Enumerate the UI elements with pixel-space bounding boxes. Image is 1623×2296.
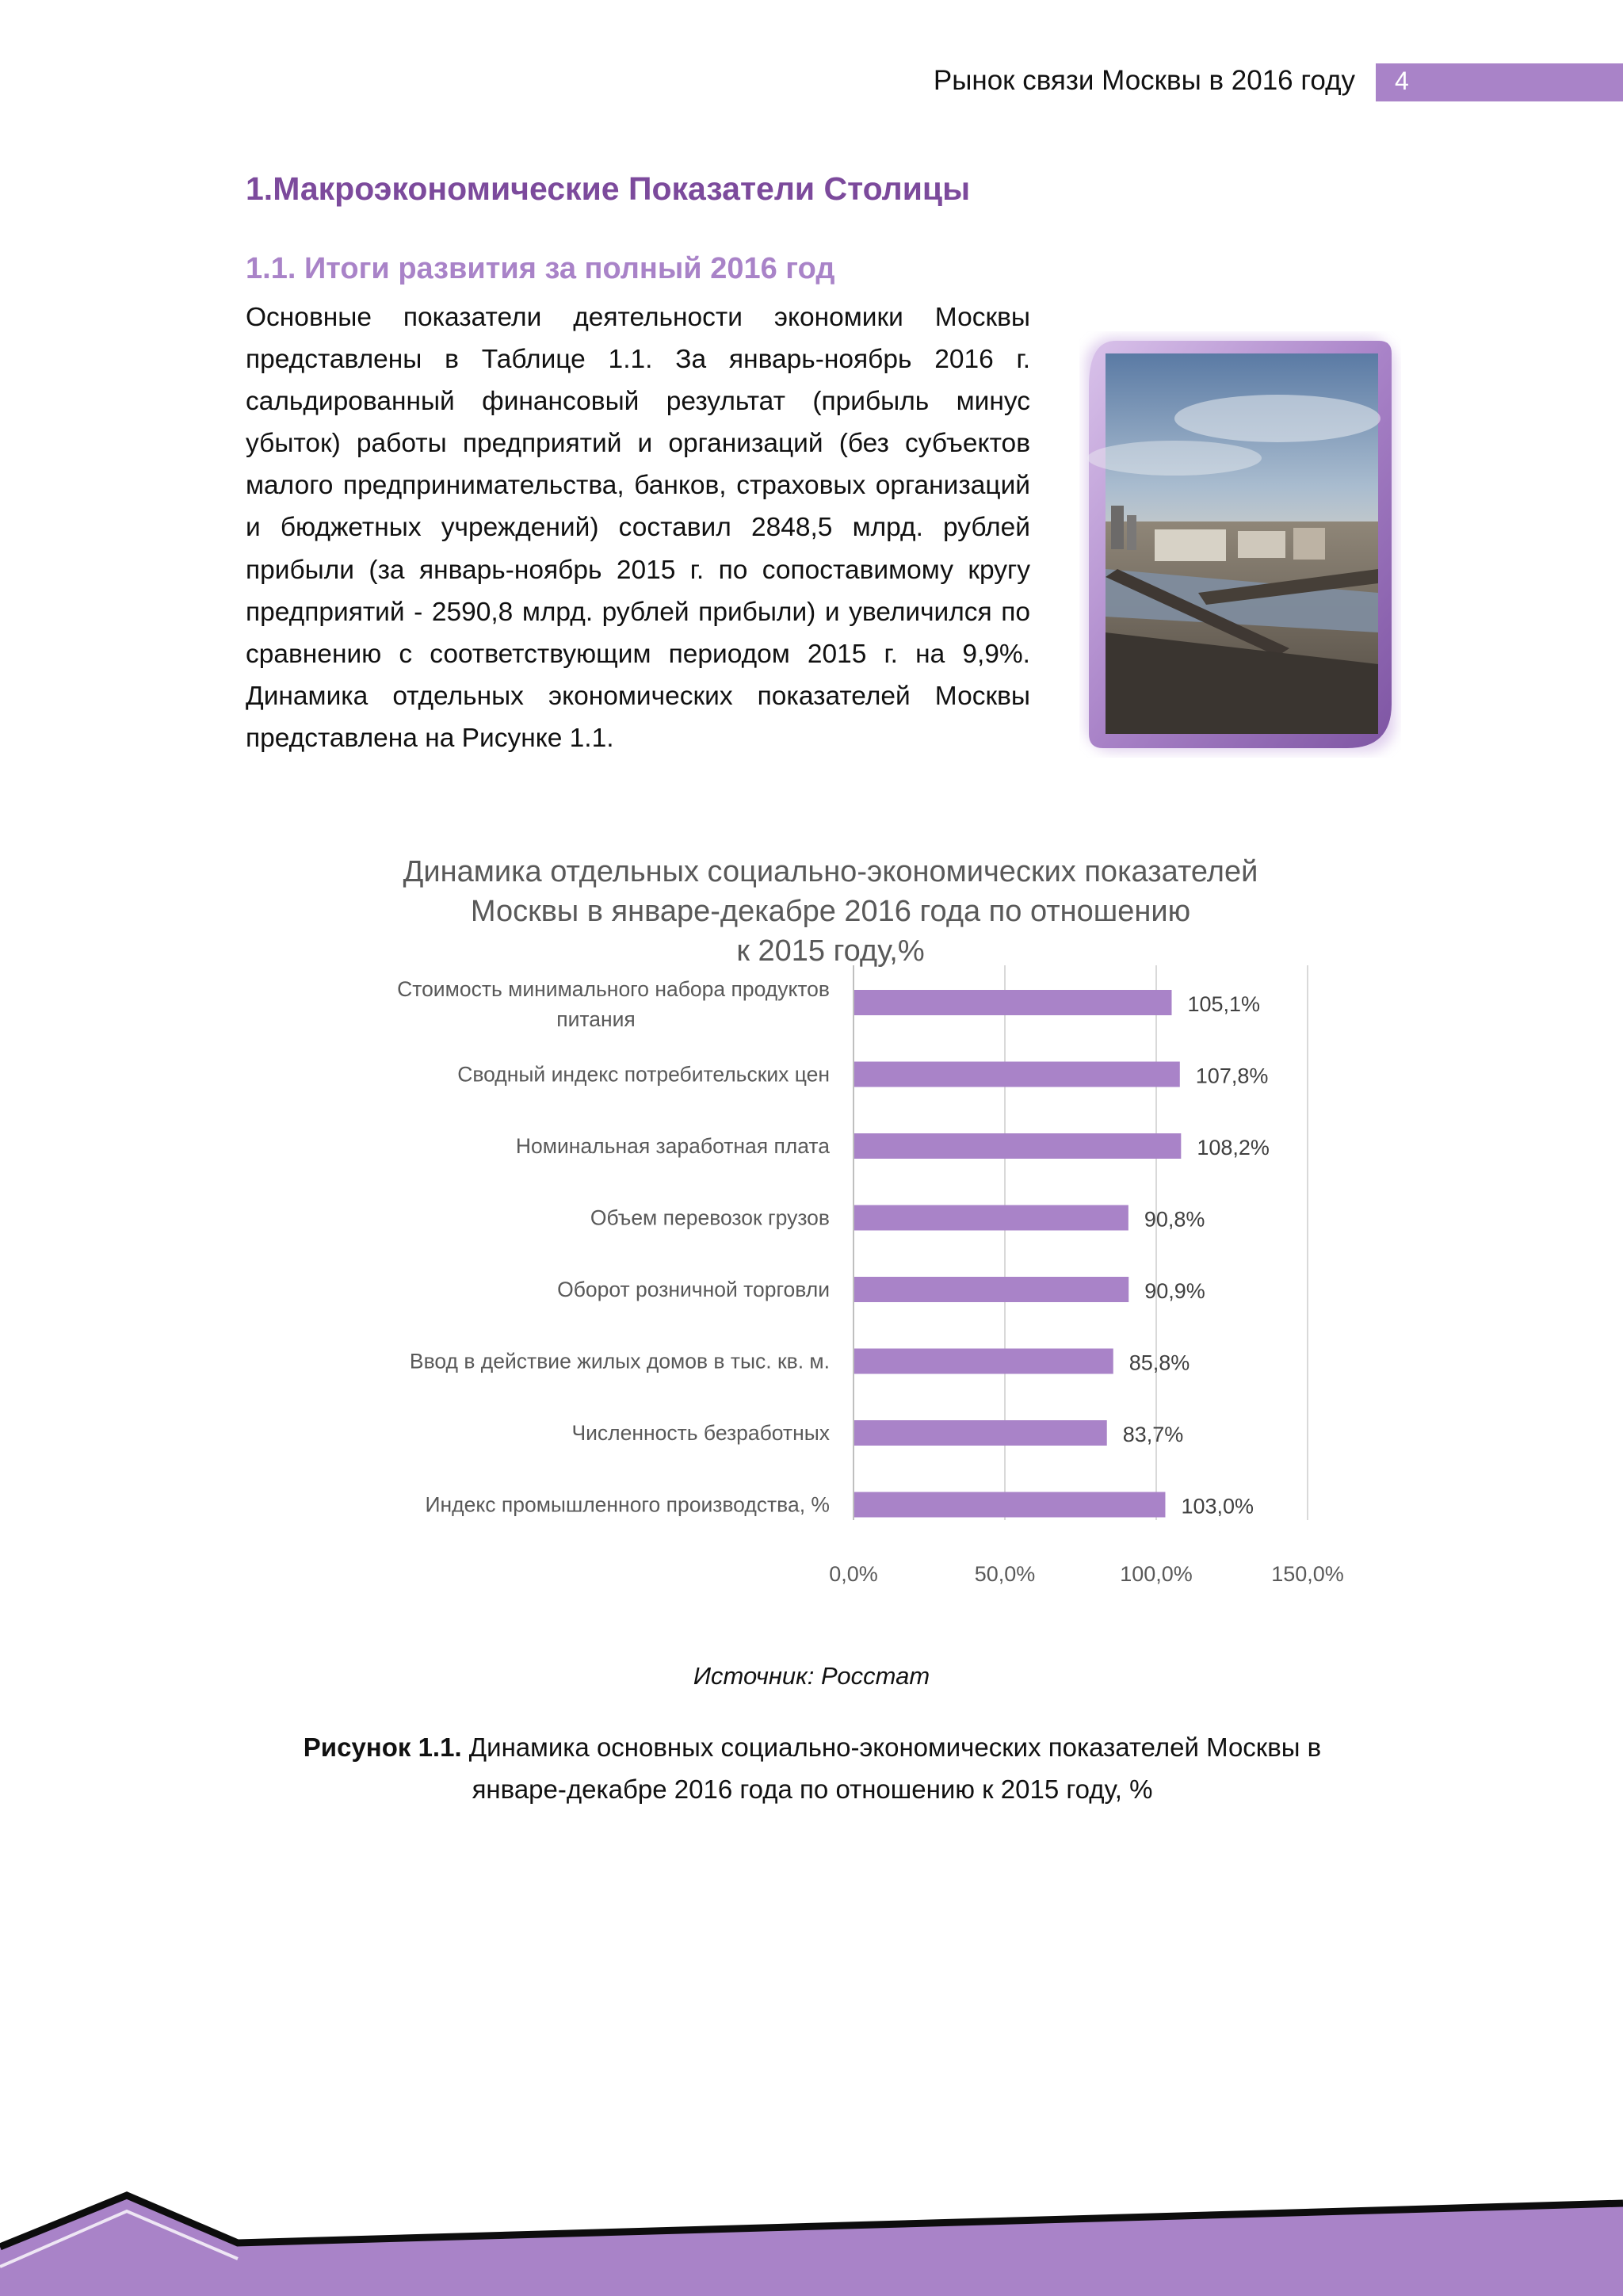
bar-value-label: 107,8% bbox=[1195, 1064, 1269, 1088]
category-label: Численность безработных bbox=[571, 1421, 830, 1445]
bar bbox=[854, 1062, 1180, 1087]
x-tick-label: 0,0% bbox=[829, 1562, 878, 1586]
bar-value-label: 90,9% bbox=[1144, 1279, 1205, 1303]
bar bbox=[854, 1349, 1113, 1374]
x-tick-label: 50,0% bbox=[974, 1562, 1036, 1586]
body-paragraph: Основные показатели деятельности экономики Москвы представлены в Таблице 1.1. За январь-ноябрь 2016 г. сальдированный финансовый результат (прибыль минус убыток) работы предприятий и организаций (без субъектов малого предпринимательства, банков, страховых организаций и бюджетных учреждений) составил 2848,5 млрд. рублей прибыли (за январь-ноябрь 2015 г. по сопоставимому кругу предприятий - 2590,8 млрд. рублей прибыли) и увеличился по сравнению с соответствующим периодом 2015 г. на 9,9%. Динамика отдельных экономических показателей Москвы представлена на Рисунке 1.1. bbox=[246, 303, 1030, 753]
bar-value-label: 105,1% bbox=[1187, 992, 1261, 1016]
bar bbox=[854, 1420, 1107, 1446]
running-header-title: Рынок связи Москвы в 2016 году bbox=[933, 65, 1355, 96]
category-label: питания bbox=[556, 1007, 636, 1031]
figure-caption-text: Динамика основных социально-экономических показателей Москвы в январе-декабре 2016 года по отношению к 2015 году, % bbox=[461, 1733, 1322, 1804]
section-heading: 1.Макроэкономические Показатели Столицы bbox=[246, 170, 971, 207]
bar-value-label: 85,8% bbox=[1128, 1350, 1190, 1375]
bar bbox=[854, 1277, 1128, 1302]
figure-caption-label: Рисунок 1.1. bbox=[303, 1733, 462, 1762]
category-label: Ввод в действие жилых домов в тыс. кв. м. bbox=[409, 1349, 830, 1373]
chart-title-line: Динамика отдельных социально-экономических показателей bbox=[403, 855, 1258, 888]
bar bbox=[854, 1492, 1165, 1518]
bar-value-label: 90,8% bbox=[1144, 1207, 1205, 1232]
category-label: Индекс промышленного производства, % bbox=[425, 1492, 830, 1517]
figure-caption bbox=[262, 1726, 1363, 1810]
bar bbox=[854, 1133, 1181, 1159]
category-label: Объем перевозок грузов bbox=[590, 1205, 830, 1230]
bar-value-label: 108,2% bbox=[1197, 1136, 1270, 1159]
chart-title-line: к 2015 году,% bbox=[736, 934, 925, 968]
category-label: Стоимость минимального набора продуктов bbox=[397, 977, 830, 1001]
bar bbox=[854, 1205, 1128, 1231]
chart-title-line: Москвы в январе-декабре 2016 года по отношению bbox=[470, 895, 1191, 928]
bar-value-label: 83,7% bbox=[1122, 1423, 1184, 1446]
subsection-heading: 1.1. Итоги развития за полный 2016 год bbox=[246, 252, 835, 285]
x-tick-label: 150,0% bbox=[1271, 1562, 1344, 1586]
category-label: Номинальная заработная плата bbox=[515, 1134, 830, 1158]
bar-value-label: 103,0% bbox=[1181, 1494, 1254, 1519]
x-tick-label: 100,0% bbox=[1120, 1562, 1193, 1586]
source-note: Источник: Росстат bbox=[693, 1662, 930, 1690]
category-label: Сводный индекс потребительских цен bbox=[457, 1062, 830, 1087]
category-label: Оборот розничной торговли bbox=[557, 1278, 830, 1301]
bar bbox=[854, 990, 1171, 1015]
footer-decoration bbox=[0, 2172, 1623, 2296]
page-number: 4 bbox=[1395, 67, 1409, 95]
